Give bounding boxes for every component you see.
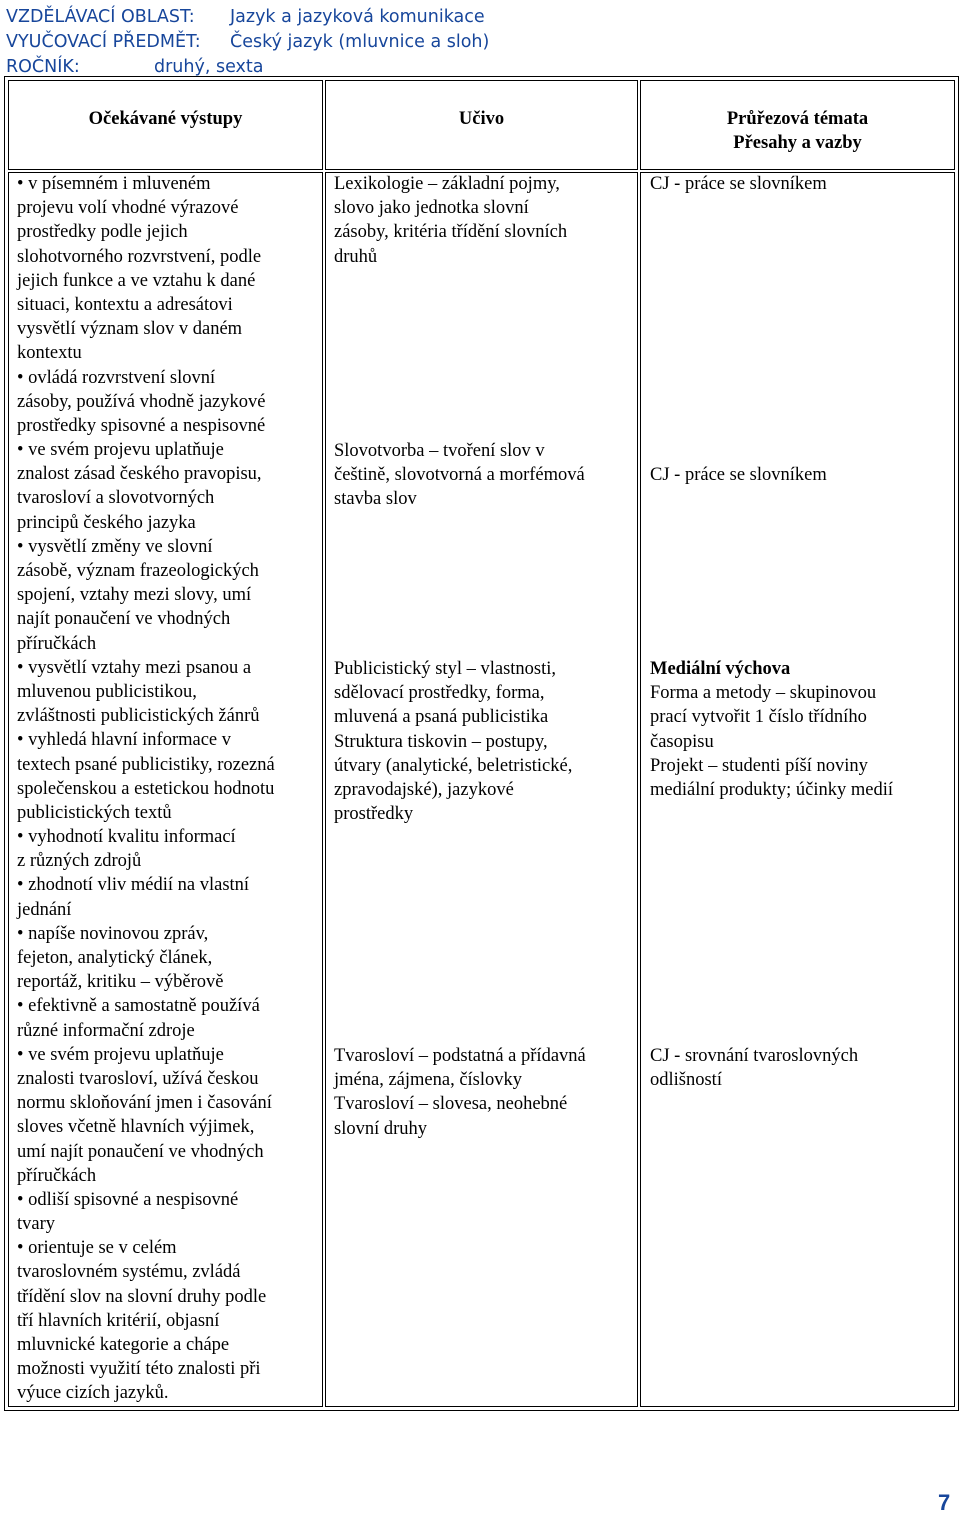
output-line: možnosti využití této znalosti při — [17, 1359, 261, 1380]
cross-block-4 — [650, 1044, 858, 1092]
output-line: kontextu — [17, 343, 82, 364]
cross-topic-line: časopisu — [650, 731, 714, 752]
content-line: zásoby, kritéria třídění slovních — [334, 222, 568, 243]
output-line: situaci, kontextu a adresátovi — [17, 294, 233, 315]
output-line: • ve svém projevu uplatňuje — [17, 440, 224, 461]
column-header-cross-line2: Přesahy a vazby — [733, 133, 862, 153]
output-line: tří hlavních kritérií, objasní — [17, 1310, 220, 1331]
output-line: znalosti tvarosloví, užívá českou — [17, 1068, 259, 1089]
output-line: • vysvětlí změny ve slovní — [17, 536, 213, 557]
cross-block-media — [650, 657, 893, 802]
output-line: znalost zásad českého pravopisu, — [17, 464, 262, 485]
content-line: Tvarosloví – slovesa, neohebné — [334, 1094, 568, 1115]
cross-topic-line: CJ - srovnání tvaroslovných — [650, 1046, 859, 1066]
output-line: zásobě, význam frazeologických — [17, 561, 259, 581]
output-line: • ovládá rozvrstvení slovní — [17, 367, 216, 388]
cross-topic-line: CJ - práce se slovníkem — [650, 465, 827, 485]
output-line: principů českého jazyka — [17, 512, 196, 533]
content-line: útvary (analytické, beletristické, — [334, 755, 573, 776]
content-line: stavba slov — [334, 489, 417, 510]
content-line: Lexikologie – základní pojmy, — [334, 174, 560, 194]
output-line: příručkách — [17, 633, 97, 654]
output-line: textech psané publicistiky, rozezná — [17, 754, 275, 775]
output-line: tvarosloví a slovotvorných — [17, 488, 215, 509]
output-line: jejich funkce a ve vztahu k dané — [17, 270, 256, 291]
output-line: mluvnické kategorie a chápe — [17, 1335, 230, 1355]
content-line: druhů — [334, 246, 378, 267]
column-header-outputs: Očekávané výstupy — [88, 109, 243, 129]
column-header-cross-topics — [640, 107, 955, 155]
output-line: • orientuje se v celém — [17, 1238, 177, 1259]
content-line: slovní druhy — [334, 1118, 428, 1139]
output-line: spojení, vztahy mezi slovy, umí — [17, 585, 252, 606]
output-line: vysvětlí význam slov v daném — [17, 319, 243, 340]
content-line: prostředky — [334, 804, 414, 825]
content-line: mluvená a psaná publicistika — [334, 707, 549, 728]
year-label: ROČNÍK: — [6, 57, 80, 77]
output-line: třídění slov na slovní druhy podle — [17, 1286, 267, 1307]
content-block-slovotvorba — [334, 439, 585, 512]
cross-topic-line: odlišností — [650, 1070, 722, 1091]
output-line: slohotvorného rozvrstvení, podle — [17, 246, 262, 267]
area-value: Jazyk a jazyková komunikace — [230, 7, 485, 27]
subject-value: Český jazyk (mluvnice a sloh) — [230, 32, 490, 52]
output-line: • v písemném i mluveném — [17, 174, 211, 194]
output-line: tvaroslovném systému, zvládá — [17, 1262, 241, 1283]
output-line: fejeton, analytický článek, — [17, 948, 213, 968]
cross-topic-line: mediální produkty; účinky medií — [650, 779, 894, 800]
output-line: prostředky podle jejich — [17, 222, 188, 243]
output-line: mluvenou publicistikou, — [17, 681, 197, 702]
output-line: • vyhodnotí kvalitu informací — [17, 827, 236, 848]
output-line: • vyhledá hlavní informace v — [17, 730, 232, 751]
output-line: tvary — [17, 1214, 56, 1235]
page-number: 7 — [938, 1490, 951, 1515]
cross-topic-line: Projekt – studenti píší noviny — [650, 755, 868, 776]
header-year-row — [6, 56, 264, 78]
content-line: Tvarosloví – podstatná a přídavná — [334, 1046, 586, 1066]
output-line: normu skloňování jmen i časování — [17, 1093, 272, 1114]
output-line: různé informační zdroje — [17, 1020, 195, 1041]
content-line: zpravodajské), jazykové — [334, 779, 514, 800]
output-line: • efektivně a samostatně používá — [17, 996, 260, 1017]
output-line: reportáž, kritiku – výběrově — [17, 972, 224, 993]
content-line: jména, zájmena, číslovky — [334, 1070, 523, 1091]
output-line: sloves včetně hlavních výjimek, — [17, 1117, 255, 1138]
content-line: Publicistický styl – vlastnosti, — [334, 659, 557, 679]
cross-block-1 — [650, 172, 827, 196]
header-subject-row — [6, 31, 490, 53]
content-line: Slovotvorba – tvoření slov v — [334, 441, 545, 461]
column-header-content: Učivo — [458, 109, 505, 129]
year-value: druhý, sexta — [154, 57, 264, 77]
output-line: z různých zdrojů — [17, 851, 142, 872]
cross-block-2 — [650, 463, 827, 487]
output-line: prostředky spisovné a nespisovné — [17, 415, 266, 436]
content-block-lexikologie — [334, 172, 567, 269]
output-line: jednání — [17, 899, 72, 920]
content-line: češtině, slovotvorná a morfémová — [334, 465, 585, 486]
output-line: společenskou a estetickou hodnotu — [17, 778, 275, 799]
content-block-publicistika — [334, 657, 572, 826]
content-line: sdělovací prostředky, forma, — [334, 683, 545, 704]
output-line: • ve svém projevu uplatňuje — [17, 1044, 224, 1065]
output-line: výuce cizích jazyků. — [17, 1383, 169, 1404]
output-line: najít ponaučení ve vhodných — [17, 609, 231, 630]
content-line: slovo jako jednotka slovní — [334, 198, 529, 219]
output-line: • zhodnotí vliv médií na vlastní — [17, 875, 250, 896]
output-line: umí najít ponaučení ve vhodných — [17, 1141, 264, 1162]
column-header-cross-line1: Průřezová témata — [726, 109, 869, 129]
output-line: publicistických textů — [17, 802, 172, 823]
cross-topic-line: prací vytvořit 1 číslo třídního — [650, 707, 867, 728]
output-line: zvláštnosti publicistických žánrů — [17, 706, 260, 727]
output-line: projevu volí vhodné výrazové — [17, 198, 239, 219]
outputs-text — [17, 172, 275, 1406]
output-line: • odliší spisovné a nespisovné — [17, 1189, 239, 1210]
cross-topic-line: CJ - práce se slovníkem — [650, 174, 827, 194]
content-line: Struktura tiskovin – postupy, — [334, 731, 548, 752]
cross-topic-line: Forma a metody – skupinovou — [650, 683, 877, 704]
output-line: příručkách — [17, 1165, 97, 1186]
subject-label: VYUČOVACÍ PŘEDMĚT: — [6, 32, 201, 52]
area-label: VZDĚLÁVACÍ OBLAST: — [6, 7, 195, 27]
cross-topic-heading: Mediální výchova — [650, 659, 791, 679]
output-line: • vysvětlí vztahy mezi psanou a — [17, 657, 252, 678]
output-line: • napíše novinovou zpráv, — [17, 923, 209, 944]
content-block-tvaroslovi — [334, 1044, 586, 1141]
header-area-row — [6, 6, 485, 28]
output-line: zásoby, používá vhodně jazykové — [17, 391, 266, 412]
